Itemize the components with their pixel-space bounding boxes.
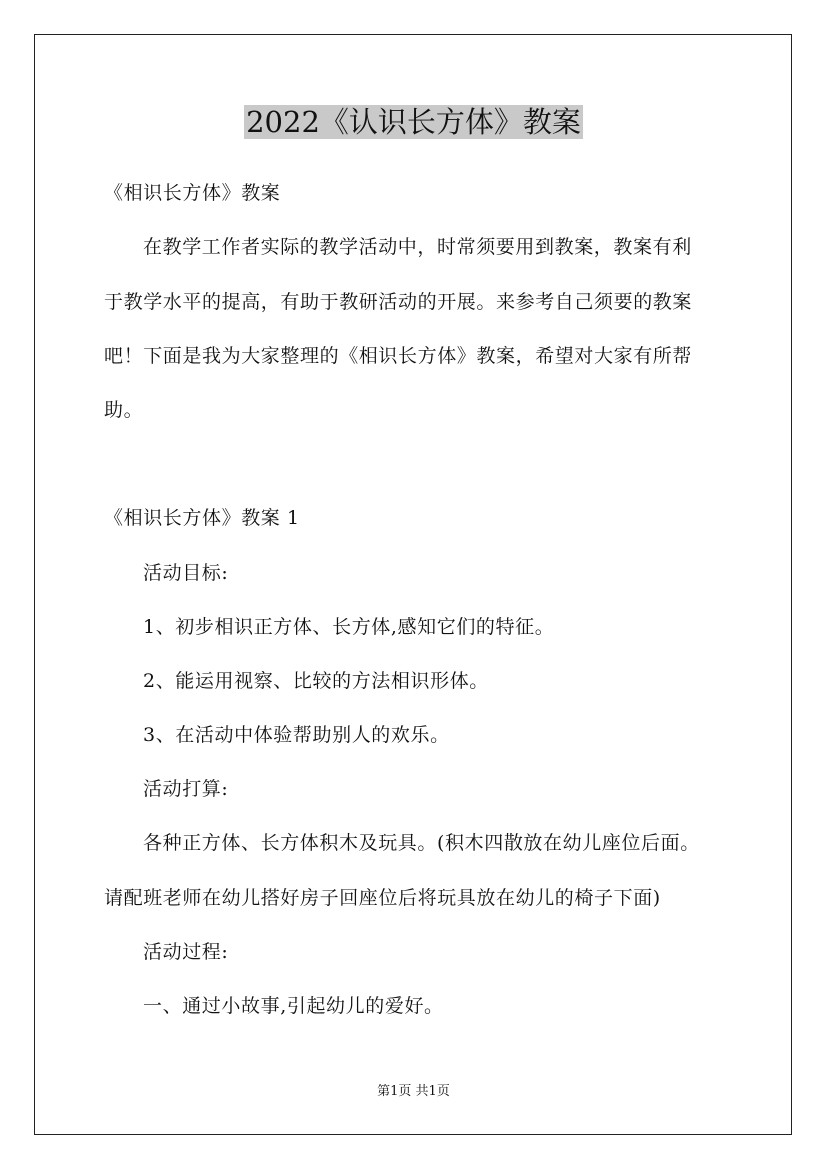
goal-item: 1、初步相识正方体、长方体,感知它们的特征。 (143, 616, 555, 638)
intro-paragraph-line: 助。 (104, 399, 144, 421)
goals-label: 活动目标: (143, 562, 229, 584)
process-label: 活动过程: (143, 941, 229, 963)
goal-item: 2、能运用视察、比较的方法相识形体。 (143, 670, 489, 692)
process-step: 一、通过小故事,引起幼儿的爱好。 (143, 995, 444, 1017)
intro-paragraph-line: 于教学水平的提高，有助于教研活动的开展。来参考自己须要的教案 (104, 291, 693, 313)
section-heading: 《相识长方体》教案 1 (104, 507, 300, 529)
intro-paragraph-line: 吧！下面是我为大家整理的《相识长方体》教案，希望对大家有所帮 (104, 345, 693, 367)
prep-line: 请配班老师在幼儿搭好房子回座位后将玩具放在幼儿的椅子下面) (104, 887, 661, 909)
page-footer: 第1页 共1页 (377, 1084, 450, 1099)
document-title (0, 101, 827, 143)
document-title-text: 2022《认识长方体》教案 (246, 105, 581, 139)
intro-paragraph-line: 在教学工作者实际的教学活动中，时常须要用到教案，教案有利 (143, 236, 692, 258)
goal-item: 3、在活动中体验帮助别人的欢乐。 (143, 724, 450, 746)
document-subtitle: 《相识长方体》教案 (104, 182, 281, 204)
prep-line: 各种正方体、长方体积木及玩具。(积木四散放在幼儿座位后面。 (143, 832, 700, 854)
prep-label: 活动打算: (143, 778, 229, 800)
